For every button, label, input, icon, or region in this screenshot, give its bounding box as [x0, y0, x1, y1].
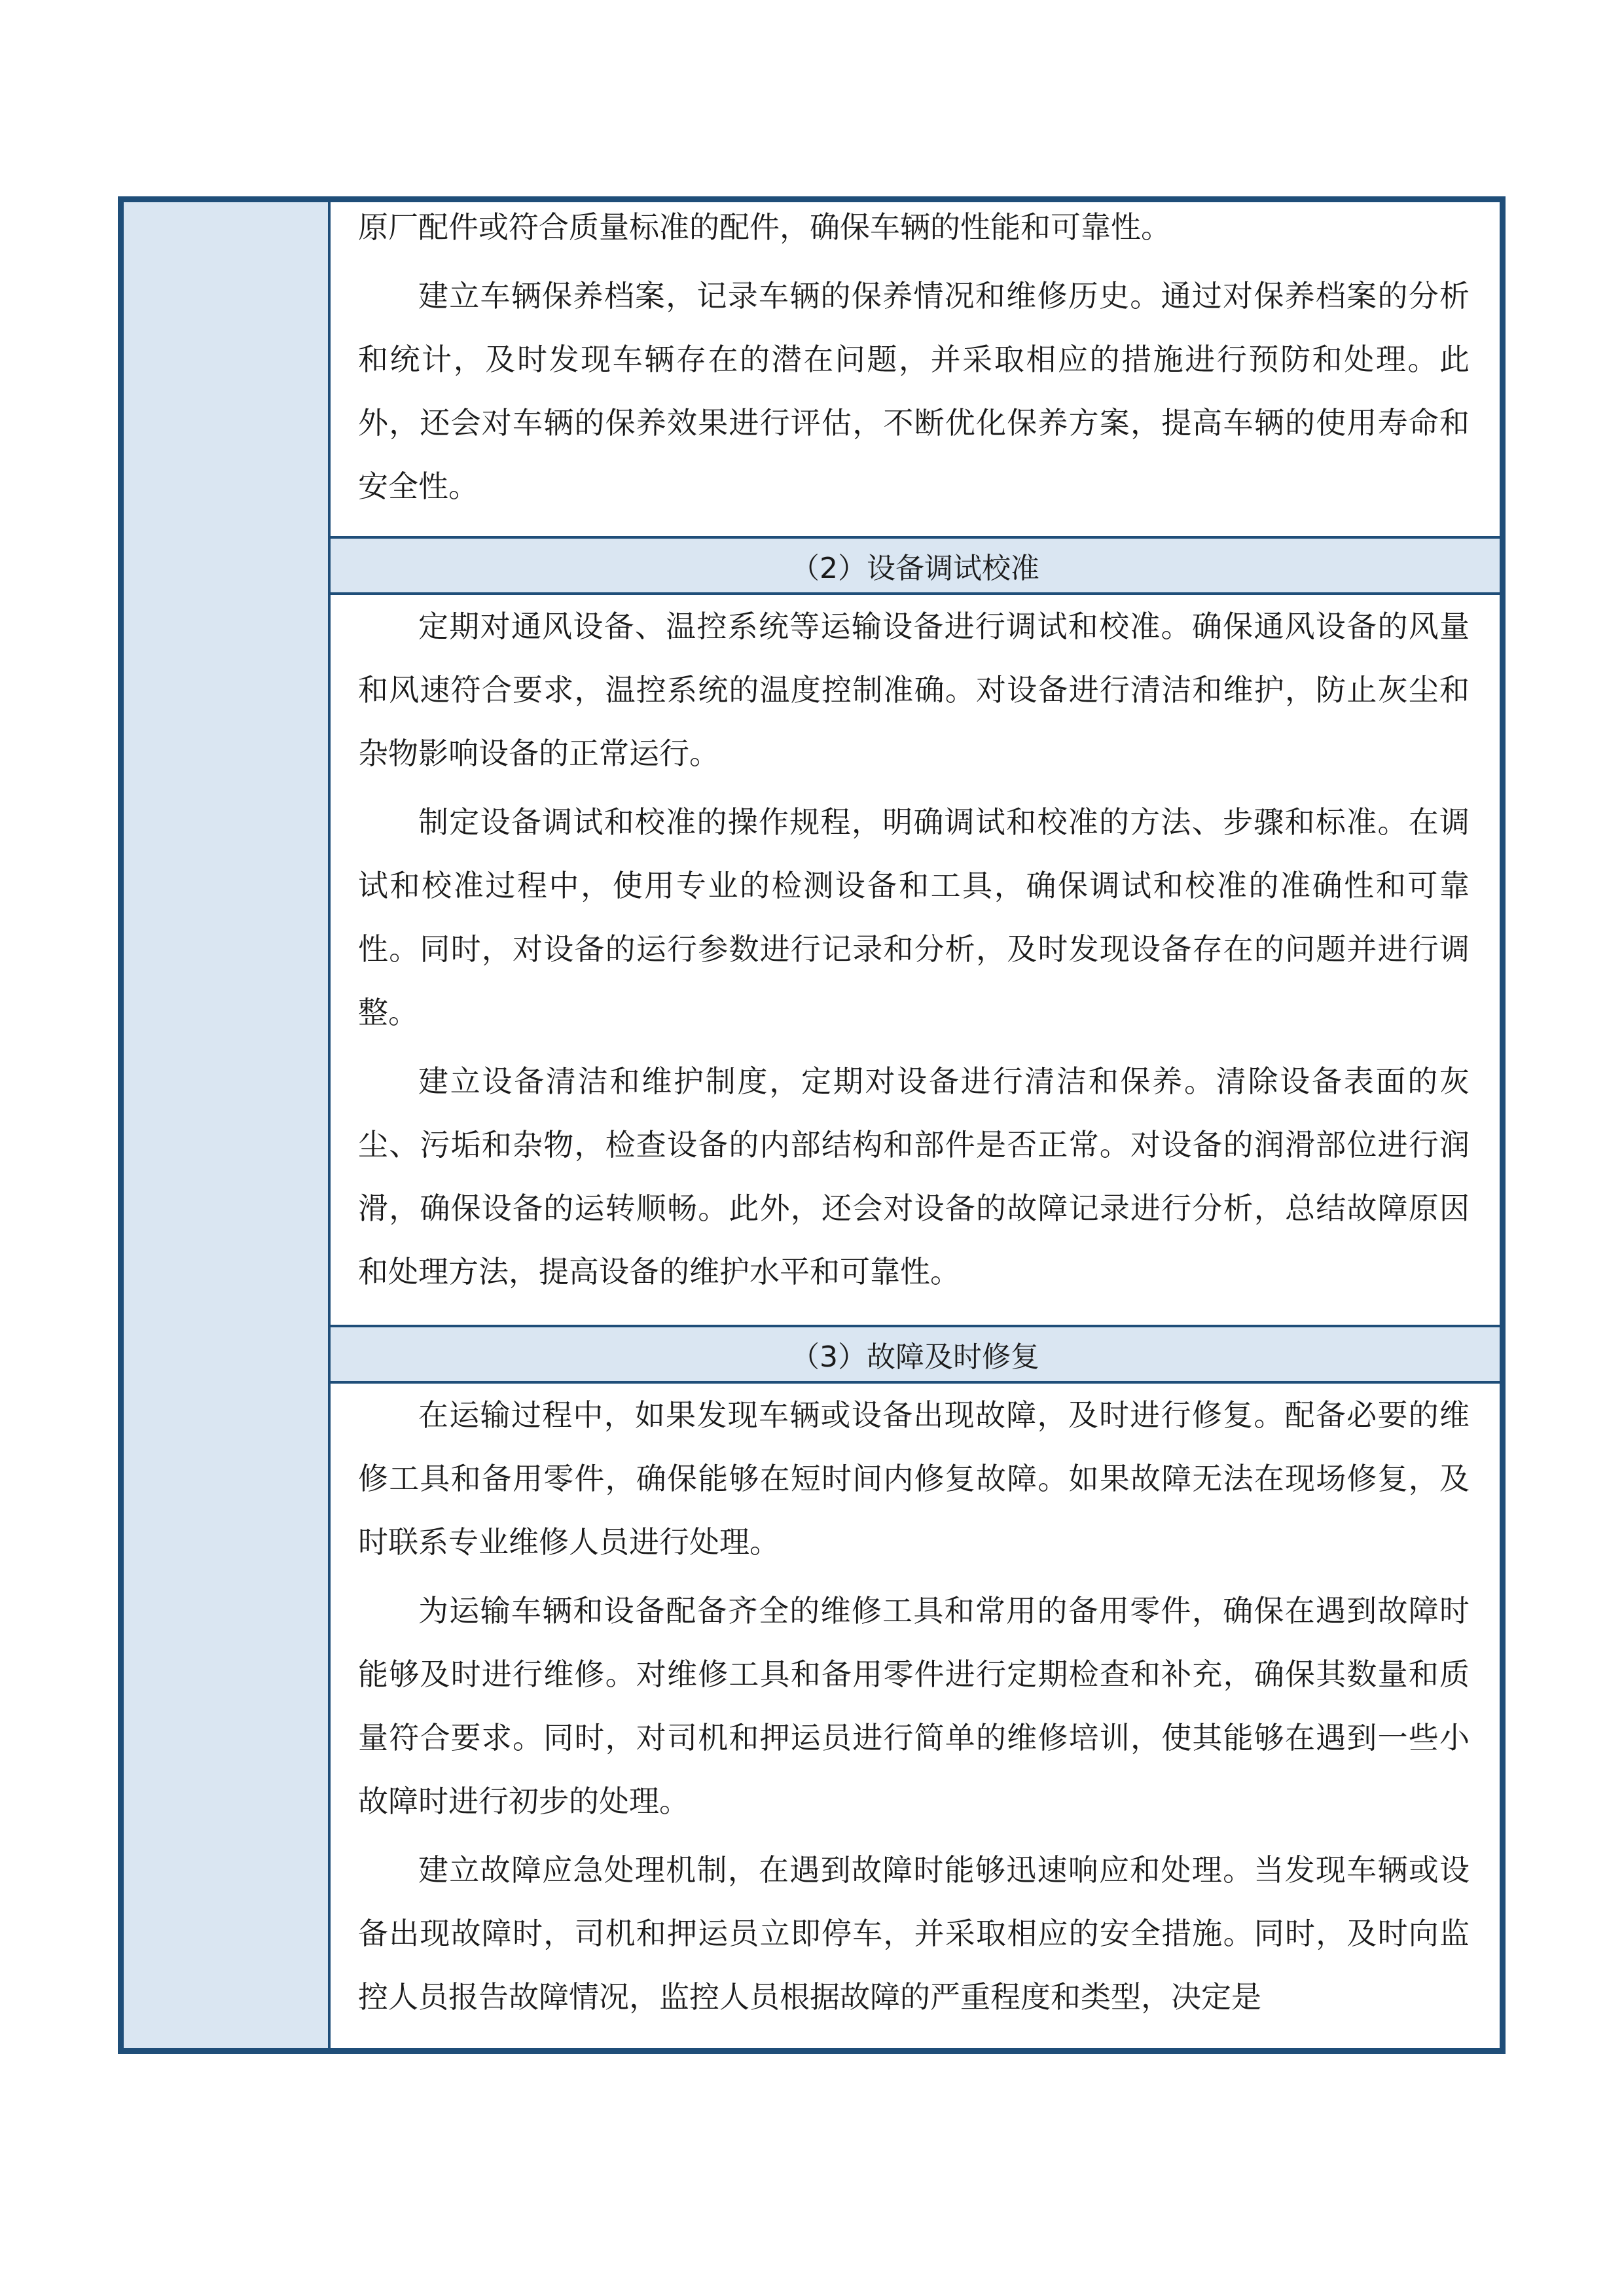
section-fault-repair [331, 1384, 1500, 2048]
paragraph: 制定设备调试和校准的操作规程，明确调试和校准的方法、步骤和标准。在调试和校准过程中，使用专业的检测设备和工具，确保调试和校准的准确性和可靠性。同时，对设备的运行参数进行记录和分析，及时发现设备存在的问题并进行调整。 [358, 804, 1470, 1030]
paragraph: 建立设备清洁和维护制度，定期对设备进行清洁和保养。清除设备表面的灰尘、污垢和杂物，检查设备的内部结构和部件是否正常。对设备的润滑部位进行润滑，确保设备的运转顺畅。此外，还会对设备的故障记录进行分析，总结故障原因和处理方法，提高设备的维护水平和可靠性。 [358, 1064, 1470, 1289]
side-column [124, 202, 331, 2048]
paragraph: 原厂配件或符合质量标准的配件，确保车辆的性能和可靠性。 [358, 209, 1171, 245]
paragraph: 建立故障应急处理机制，在遇到故障时能够迅速响应和处理。当发现车辆或设备出现故障时，司机和押运员立即停车，并采取相应的安全措施。同时，及时向监控人员报告故障情况，监控人员根据故障的严重程度和类型，决定是 [358, 1852, 1470, 2015]
content-column [331, 202, 1500, 2048]
paragraph: 定期对通风设备、温控系统等运输设备进行调试和校准。确保通风设备的风量和风速符合要求，温控系统的温度控制准确。对设备进行清洁和维护，防止灰尘和杂物影响设备的正常运行。 [358, 609, 1470, 771]
section-vehicle-maintenance [331, 202, 1500, 536]
section-heading: （3）故障及时修复 [331, 1325, 1500, 1384]
paragraph: 建立车辆保养档案，记录车辆的保养情况和维修历史。通过对保养档案的分析和统计，及时发现车辆存在的潜在问题，并采取相应的措施进行预防和处理。此外，还会对车辆的保养效果进行评估，不断优化保养方案，提高车辆的使用寿命和安全性。 [358, 278, 1470, 504]
content-table [118, 196, 1506, 2054]
paragraph: 在运输过程中，如果发现车辆或设备出现故障，及时进行修复。配备必要的维修工具和备用零件，确保能够在短时间内修复故障。如果故障无法在现场修复，及时联系专业维修人员进行处理。 [358, 1397, 1470, 1560]
section-equipment-calibration [331, 595, 1500, 1325]
paragraph: 为运输车辆和设备配备齐全的维修工具和常用的备用零件，确保在遇到故障时能够及时进行维修。对维修工具和备用零件进行定期检查和补充，确保其数量和质量符合要求。同时，对司机和押运员进行简单的维修培训，使其能够在遇到一些小故障时进行初步的处理。 [358, 1593, 1470, 1819]
section-heading: （2）设备调试校准 [331, 536, 1500, 595]
